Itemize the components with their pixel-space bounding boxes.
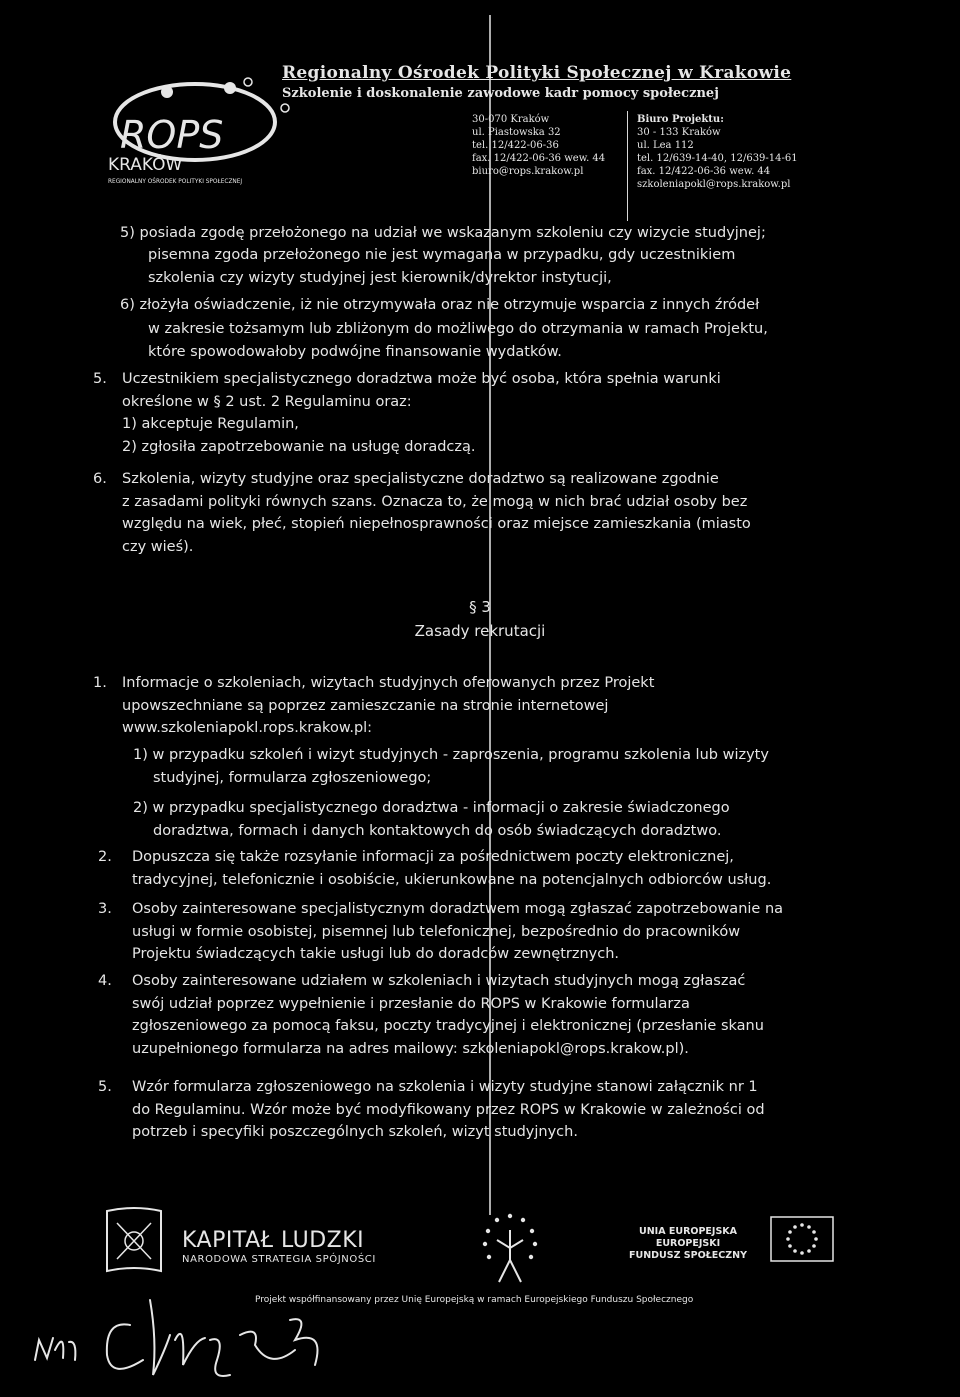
address-line: fax. 12/422-06-36 wew. 44 xyxy=(637,166,771,177)
paragraph-5 xyxy=(122,368,845,458)
kapital-ludzki-flag-icon xyxy=(103,1205,165,1277)
website-link[interactable]: www.szkoleniapokl.rops.krakow.pl: xyxy=(122,720,373,736)
paragraph-number: 1. xyxy=(93,675,107,691)
item-6-cont xyxy=(148,318,845,363)
address-line: tel. 12/422-06-36 xyxy=(472,140,559,151)
text-line: względu na wiek, płeć, stopień niepełnosprawności oraz miejsce zamieszkania (miasto xyxy=(122,516,751,532)
paragraph-number: 4. xyxy=(98,973,112,989)
address-email: szkoleniapokl@rops.krakow.pl xyxy=(637,179,791,190)
text-line: doradztwa, formach i danych kontaktowych do osób świadczących doradztwo. xyxy=(153,823,722,839)
text-line: Osoby zainteresowane udziałem w szkoleniach i wizytach studyjnych mogą zgłaszać xyxy=(132,973,746,989)
text-line: studyjnej, formularza zgłoszeniowego; xyxy=(153,770,432,786)
text-line: czy wieś). xyxy=(122,538,194,555)
text-line: Szkolenia, wizyty studyjne oraz specjalistyczne doradztwo są realizowane zgodnie xyxy=(122,471,719,487)
paragraph-number: 5. xyxy=(93,371,107,387)
address-line: fax. 12/422-06-36 wew. 44 xyxy=(472,153,606,164)
text-line: Informacje o szkoleniach, wizytach studyjnych oferowanych przez Projekt xyxy=(122,675,655,691)
text-line: usługi w formie osobistej, pisemnej lub telefonicznej, bezpośrednio do pracowników xyxy=(132,923,741,940)
eu-fund-label xyxy=(618,1226,758,1262)
address-project xyxy=(637,113,798,191)
eu-fund-line: UNIA EUROPEJSKA xyxy=(639,1226,737,1237)
address-title: Biuro Projektu: xyxy=(637,114,724,125)
address-email: biuro@rops.krakow.pl xyxy=(472,166,584,177)
logo-text: ROPS xyxy=(120,113,224,157)
paragraph-1-sub-2 xyxy=(133,797,845,820)
email-link[interactable]: uzupełnionego formularza na adres mailowy: szkoleniapokl@rops.krakow.pl). xyxy=(132,1040,689,1057)
text-line: pisemna zgoda przełożonego nie jest wymagana w przypadku, gdy uczestnikiem xyxy=(148,247,736,263)
address-line: ul. Lea 112 xyxy=(637,140,694,151)
eu-flag-icon xyxy=(770,1216,834,1262)
logo-city: KRAKÓW xyxy=(108,155,183,175)
text-line: z zasadami polityki równych szans. Oznacza to, że mogą w nich brać udział osoby bez xyxy=(122,493,748,510)
text-line: Wzór formularza zgłoszeniowego na szkolenia i wizyty studyjne stanowi załącznik nr 1 xyxy=(132,1079,758,1095)
text-line: Projektu świadczących takie usługi lub do doradców zewnętrznych. xyxy=(132,946,620,962)
paragraph-1 xyxy=(122,672,845,740)
paragraph-number: 3. xyxy=(98,901,112,917)
text-line: potrzeb i specyfiki poszczególnych szkoleń, wizyt studyjnych. xyxy=(132,1124,578,1140)
text-line: 1) w przypadku szkoleń i wizyt studyjnych - zaproszenia, programu szkolenia lub wizyty xyxy=(133,747,769,763)
paragraph-number: 6. xyxy=(93,471,107,487)
text-line: które spowodowałoby podwójne finansowanie wydatków. xyxy=(148,343,562,360)
text-line: swój udział poprzez wypełnienie i przesłanie do ROPS w Krakowie formularza xyxy=(132,995,690,1012)
eu-fund-line: FUNDUSZ SPOŁECZNY xyxy=(629,1250,747,1261)
text-line: Dopuszcza się także rozsyłanie informacji za pośrednictwem poczty elektronicznej, xyxy=(132,849,734,865)
item-5-cont xyxy=(148,244,845,289)
section-number: § 3 xyxy=(469,598,491,616)
section-title: Zasady rekrutacji xyxy=(414,622,546,640)
eu-stars-figure-icon xyxy=(475,1210,545,1285)
paragraph-1-sub-1-cont xyxy=(153,767,845,790)
paragraph-number: 2. xyxy=(98,849,112,865)
text-line: określone w § 2 ust. 2 Regulaminu oraz: xyxy=(122,393,412,410)
paragraph-number: 5. xyxy=(98,1079,112,1095)
org-name: Regionalny Ośrodek Polityki Społecznej w Krakowie xyxy=(282,63,792,83)
item-5 xyxy=(120,222,845,245)
address-line: tel. 12/639-14-40, 12/639-14-61 xyxy=(637,153,798,164)
text-line: upowszechniane są poprzez zamieszczanie na stronie internetowej xyxy=(122,697,609,714)
paragraph-2 xyxy=(132,846,845,891)
text-line: szkolenia czy wizyty studyjnej jest kierownik/dyrektor instytucji, xyxy=(148,269,612,286)
text-line: Osoby zainteresowane specjalistycznym doradztwem mogą zgłaszać zapotrzebowanie na xyxy=(132,901,784,917)
org-subtitle: Szkolenie i doskonalenie zawodowe kadr pomocy społecznej xyxy=(282,86,719,101)
text-line: tradycyjnej, telefonicznie i osobiście, ukierunkowane na potencjalnych odbiorców usług. xyxy=(132,871,772,888)
kapital-ludzki-subtitle: NARODOWA STRATEGIA SPÓJNOŚCI xyxy=(182,1254,376,1265)
text-line: 2) w przypadku specjalistycznego doradztwa - informacji o zakresie świadczonego xyxy=(133,800,730,816)
handwritten-signature xyxy=(25,1280,335,1390)
text-line: 2) zgłosiła zapotrzebowanie na usługę doradczą. xyxy=(122,438,476,455)
address-line: ul. Piastowska 32 xyxy=(472,127,561,138)
text-line: do Regulaminu. Wzór może być modyfikowany przez ROPS w Krakowie w zależności od xyxy=(132,1101,765,1118)
rops-logo xyxy=(100,70,290,195)
address-main xyxy=(472,113,605,178)
address-divider xyxy=(627,111,628,221)
paragraph-1-sub-2-cont xyxy=(153,820,845,843)
paragraph-3 xyxy=(132,898,845,966)
text-line: 6) złożyła oświadczenie, iż nie otrzymywała oraz nie otrzymuje wsparcia z innych źródeł xyxy=(120,297,760,313)
text-line: Uczestnikiem specjalistycznego doradztwa może być osoba, która spełnia warunki xyxy=(122,371,721,387)
address-line: 30-070 Kraków xyxy=(472,114,550,125)
item-6 xyxy=(120,294,845,317)
eu-fund-line: EUROPEJSKI xyxy=(655,1238,721,1249)
text-line: 5) posiada zgodę przełożonego na udział we wskazanym szkoleniu czy wizycie studyjnej; xyxy=(120,225,766,241)
paragraph-1-sub-1 xyxy=(133,744,845,767)
paragraph-6 xyxy=(122,468,845,558)
paragraph-4 xyxy=(132,970,845,1060)
paragraph-5 xyxy=(132,1076,845,1144)
text-line: zgłoszeniowego za pomocą faksu, poczty tradycyjnej i elektronicznej (przesłanie skanu xyxy=(132,1018,764,1034)
cofinance-note: Projekt współfinansowany przez Unię Europejską w ramach Europejskiego Funduszu Społecznego xyxy=(255,1295,694,1305)
address-line: 30 - 133 Kraków xyxy=(637,127,721,138)
text-line: w zakresie tożsamym lub zbliżonym do możliwego do otrzymania w ramach Projektu, xyxy=(148,321,768,337)
text-line: 1) akceptuje Regulamin, xyxy=(122,416,299,432)
logo-subtitle: REGIONALNY OŚRODEK POLITYKI SPOŁECZNEJ xyxy=(108,179,243,185)
kapital-ludzki-title: KAPITAŁ LUDZKI xyxy=(182,1228,365,1253)
